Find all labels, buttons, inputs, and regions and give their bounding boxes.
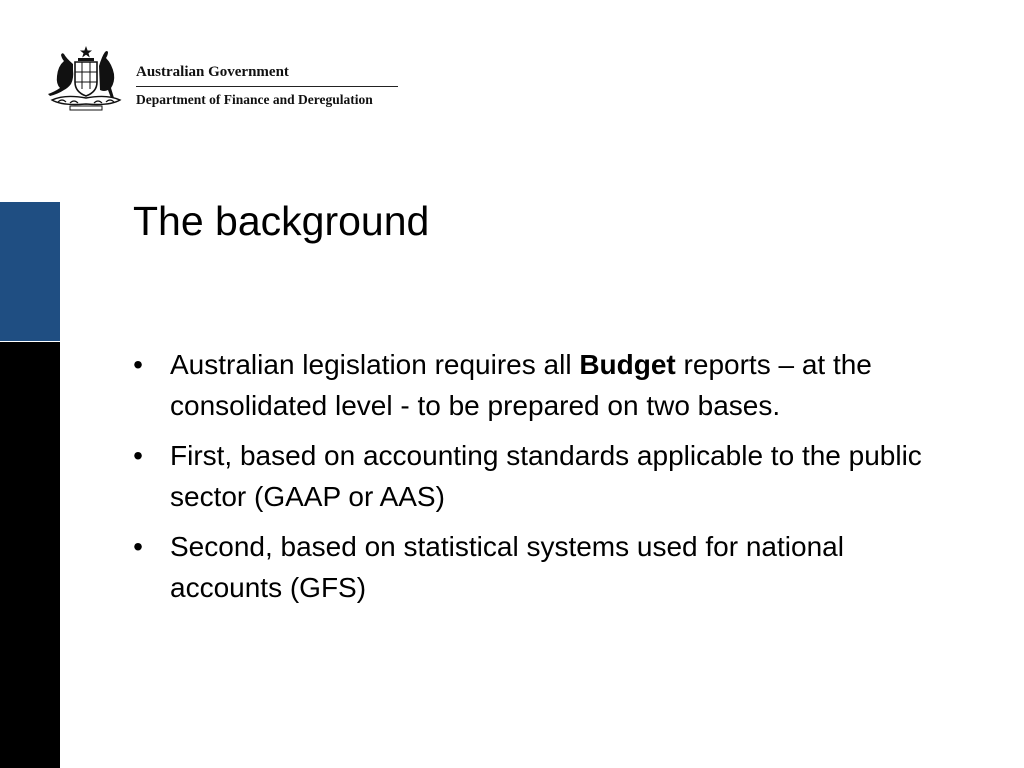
slide-title: The background [133,198,430,244]
bullet-text-before: Australian legislation requires all [170,349,580,380]
department-name: Department of Finance and Deregulation [136,92,373,107]
bullet-list [128,344,948,617]
coat-of-arms-icon [40,44,130,112]
bullet-text: Second, based on statistical systems used for national accounts (GFS) [170,531,844,603]
sidebar-accent-blue [0,202,60,341]
bullet-text: First, based on accounting standards applicable to the public sector (GAAP or AAS) [170,440,922,512]
logo-divider [136,86,398,87]
bullet-icon: • [133,440,143,471]
sidebar-accent-black [0,342,60,768]
government-name: Australian Government [136,64,289,80]
bullet-item [128,526,948,608]
bullet-item [128,435,948,517]
bullet-icon: • [133,531,143,562]
bullet-text-after: reports – at the consolidated level - to be prepared on two bases. [170,349,872,421]
government-logo [40,44,440,114]
bullet-icon: • [133,349,143,380]
bullet-bold-word: Budget [579,349,676,380]
bullet-item [128,344,948,426]
